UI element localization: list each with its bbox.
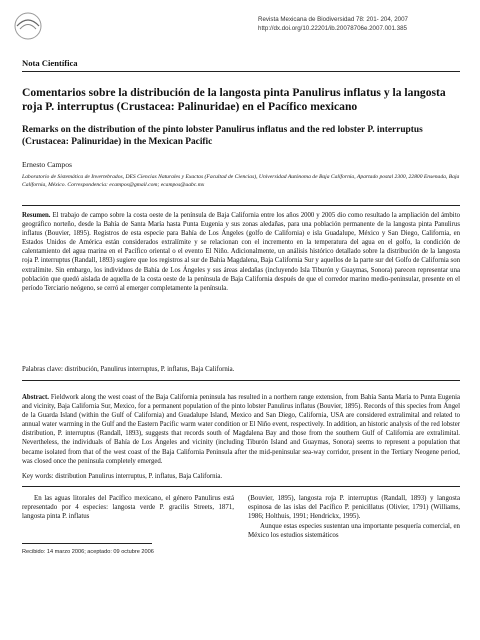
- body-right-paragraph-2: Aunque estas especies sustentan una importante pesquería comercial, en México los estudios sistemáticos: [248, 522, 460, 539]
- journal-logo: [12, 10, 48, 42]
- journal-header: [258, 15, 472, 33]
- key-words: Key words: distribution Panulirus interruptus, P. inflatus, Baja California.: [22, 473, 223, 480]
- author-affiliation: Laboratorio de Sistemática de Invertebrados, DES Ciencias Naturales y Exactas (Facultad de Ciencias), Universidad Autónoma de Baja California, Apartado postal 2300, 22800 Ensenada, Baja California, México. Correspondencia: ecampos@gmail.com; ecampos@uabc.mx: [22, 174, 460, 188]
- body-left-column: En las aguas litorales del Pacífico mexicano, el género Panulirus está representado por 4 especies: langosta verde P. gracilis Streets, 1871, langosta pinta P. inflatus: [22, 495, 234, 521]
- abstract-bottom-rule: [22, 486, 460, 487]
- resumen-paragraph: [22, 211, 460, 293]
- abstract-text: Fieldwork along the west coast of the Baja California peninsula has resulted in a northern range extension, from Bahía Santa María to Punta Eugenia and vicinity, Baja California Sur, Mexico, for a permanent population of the pinto lobster Panulirus inflatus (Bouvier, 1895). Records of this species from Ángel de la Guarda Island (within the Gulf of California) and Guadalupe Island, Mexico and San Diego, California, USA are considered extralimital and related to annual water warming in the Gulf and the Eastern Pacific warm water condition or El Niño event, respectively. In addition, an historic analysis of the red lobster distribution, P. interruptus (Randall, 1893), suggests that records south of Magdalena Bay and those from the southern Gulf of California are extralimital. Nevertheless, the individuals of Bahía de Los Ángeles and vicinity (including Tiburón Island and Guaymas, Sonora) seems to represent a population that became isolated from that of the west coast of the Baja California Peninsula after the mid-peninsular sea-way corridor, present in the Tertiary Neogene period, was closed once the peninsula completely emerged.: [22, 394, 461, 465]
- abstract-top-rule: [22, 205, 460, 206]
- body-right-column: [248, 494, 460, 540]
- resumen-text: El trabajo de campo sobre la costa oeste de la península de Baja California entre los años 2000 y 2005 dio como resultado la ampliación del ámbito geográfico norteño, desde la Bahía de Santa María hasta Punta Eugenia y sus zonas aledañas, para una población permanente de la langosta pinta Panulirus inflatus (Bouvier, 1895). Registros de esta especie para Bahía de Los Ángeles (golfo de California) e isla Guadalupe, México y San Diego, California, en Estados Unidos de América están considerados extralímite y se relacionan con el incremento en la temperatura del agua en el golfo, la condición de calentamiento del agua marina en el Pacífico oriental o el evento El Niño. Adicionalmente, un análisis histórico detallado sobre la distribución de la langosta roja P. interruptus (Randall, 1893) sugiere que los registros al sur de Bahía Magdalena, Baja California Sur y aquellos de la parte sur del Golfo de California son extralímite. Sin embargo, los individuos de Bahía de Los Ángeles y sus áreas aledañas (incluyendo Isla Tiburón y Guaymas, Sonora) parecen representar una población que quedó aislada de aquella de la costa oeste de la península de Baja California después de que el corredor marino medio-peninsular, presente en el período Terciario neógeno, se cerró al emerger completamente la península.: [22, 212, 460, 292]
- title-english: Remarks on the distribution of the pinto lobster Panulirus inflatus and the red lobster P. interruptus (Crustacea: Palinuridae) in the Mexican Pacific: [22, 125, 423, 147]
- section-label: Nota Científica: [22, 58, 78, 68]
- resumen-label: Resumen.: [22, 212, 51, 219]
- header-rule: [22, 71, 460, 72]
- received-dates: Recibido: 14 marzo 2006; aceptado: 09 octubre 2006: [22, 549, 154, 555]
- abstract-paragraph: [22, 393, 460, 466]
- footnote-rule: [22, 543, 152, 544]
- title-spanish: Comentarios sobre la distribución de la langosta pinta Panulirus inflatus y la langosta roja P. interruptus (Crustacea: Palinuridae) en el Pacífico mexicano: [22, 86, 446, 113]
- abstract-mid-rule: [22, 380, 460, 381]
- author-name: Ernesto Campos: [22, 160, 72, 169]
- journal-doi: http://dx.doi.org/10.22201/ib.20078706e.2007.001.385: [258, 25, 407, 32]
- journal-citation: Revista Mexicana de Biodiversidad 78: 201- 204, 2007: [258, 16, 408, 23]
- abstract-label: Abstract.: [22, 394, 49, 401]
- palabras-clave: Palabras clave: distribución, Panulirus interruptus, P. inflatus, Baja California.: [22, 366, 235, 373]
- body-right-paragraph-1: (Bouvier, 1895), langosta roja P. interruptus (Randall, 1893) y langosta espinosa de las islas del Pacífico P. penicillatus (Olivier, 1791) (Williams, 1986; Holthuis, 1991; Hendrickx, 1995).: [248, 495, 460, 521]
